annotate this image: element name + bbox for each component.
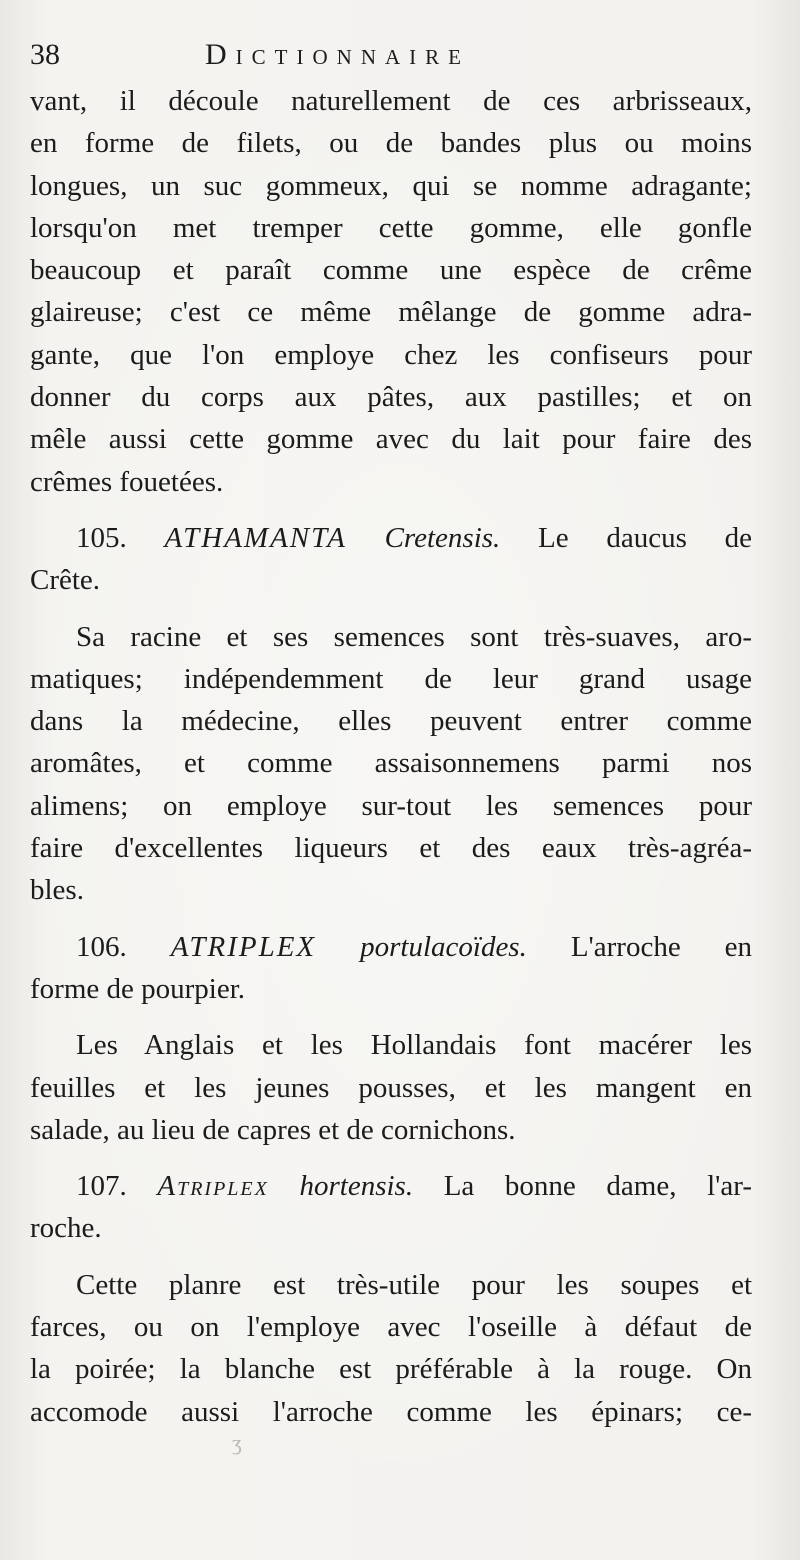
entry-heading-continued: forme de pourpier.: [30, 972, 246, 1005]
entry-species: portulacoïdes.: [360, 930, 527, 963]
text-line: Cette planre est très-utile pour les soupes et: [76, 1268, 752, 1301]
text-line: mêle aussi cette gomme avec du lait pour faire des: [30, 423, 752, 456]
entry-105: [30, 517, 752, 912]
text-line: la poirée; la blanche est préférable à la rouge. On: [30, 1353, 752, 1386]
text-line: crêmes fouetées.: [30, 465, 224, 498]
ink-mark: ʒ: [232, 1430, 242, 1455]
entry-genus: ATRIPLEX: [170, 930, 317, 963]
text-line: feuilles et les jeunes pousses, et les mangent en: [30, 1071, 752, 1104]
text-line: dans la médecine, elles peuvent entrer comme: [30, 705, 752, 738]
entry-number: 106.: [76, 930, 127, 963]
intro-paragraph: [30, 80, 752, 503]
text-line: salade, au lieu de capres et de cornichons.: [30, 1113, 516, 1146]
text-line: faire d'excellentes liqueurs et des eaux très-agréa-: [30, 832, 752, 865]
entry-107: [30, 1165, 752, 1433]
entry-106: [30, 926, 752, 1151]
text-line: Sa racine et ses semences sont très-suaves, aro-: [76, 620, 752, 653]
text-line: accomode aussi l'arroche comme les épinars; ce-: [30, 1395, 752, 1428]
text-line: aromâtes, et comme assaisonnemens parmi nos: [30, 747, 752, 780]
entry-genus: ATHAMANTA: [164, 521, 347, 554]
body-text: [30, 80, 752, 1433]
text-line: bles.: [30, 874, 84, 907]
text-line: farces, ou on l'employe avec l'oseille à défaut de: [30, 1311, 752, 1344]
entry-number: 107.: [76, 1170, 127, 1203]
page-number: 38: [30, 38, 60, 71]
text-line: donner du corps aux pâtes, aux pastilles; et on: [30, 381, 752, 414]
entry-heading: [30, 1165, 752, 1207]
entry-species: Cretensis.: [384, 521, 501, 554]
entry-heading-continued: roche.: [30, 1212, 102, 1245]
entry-heading-continued: Crête.: [30, 564, 101, 597]
entry-number: 105.: [76, 521, 127, 554]
text-line: alimens; on employe sur-tout les semences pour: [30, 789, 752, 822]
entry-common-name: Le daucus de: [538, 521, 752, 554]
text-line: gante, que l'on employe chez les confiseurs pour: [30, 338, 752, 371]
entry-heading: [30, 517, 752, 559]
running-title: Dictionnaire: [205, 38, 470, 71]
entry-common-name: La bonne dame, l'ar-: [443, 1170, 752, 1203]
text-line: vant, il découle naturellement de ces arbrisseaux,: [30, 85, 752, 117]
text-line: beaucoup et paraît comme une espèce de crême: [30, 254, 752, 287]
text-line: Les Anglais et les Hollandais font macérer les: [76, 1029, 752, 1062]
text-line: en forme de filets, ou de bandes plus ou moins: [30, 127, 752, 160]
text-line: glaireuse; c'est ce même mêlange de gomme adra-: [30, 296, 752, 329]
text-line: longues, un suc gommeux, qui se nomme adragante;: [30, 169, 752, 202]
text-line: lorsqu'on met tremper cette gomme, elle gonfle: [30, 211, 752, 244]
entry-genus: Atriplex: [157, 1170, 269, 1203]
running-header: [30, 38, 770, 78]
entry-species: hortensis.: [299, 1170, 414, 1203]
entry-heading: [30, 926, 752, 968]
entry-common-name: L'arroche en: [570, 930, 753, 963]
text-line: matiques; indépendemment de leur grand usage: [30, 662, 752, 695]
